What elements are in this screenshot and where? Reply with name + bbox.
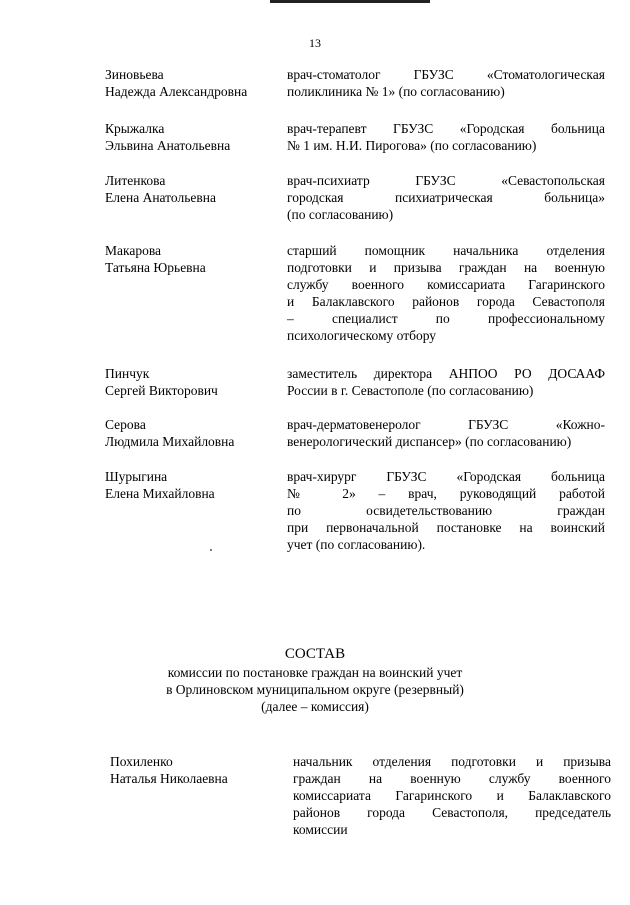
- page-number: 13: [309, 36, 321, 50]
- position-line: комиссариата Гагаринского и Балаклавского: [293, 788, 611, 803]
- member-position: [287, 468, 605, 553]
- member-name: [105, 365, 280, 399]
- member-surname: Шурыгина: [105, 469, 168, 484]
- chair-name: [110, 753, 285, 787]
- position-line: службу военного комиссариата Гагаринского: [287, 277, 605, 292]
- member-given-name: Елена Анатольевна: [105, 190, 216, 205]
- member-position: [287, 365, 605, 399]
- position-line: № 2» – врач, руководящий работой: [287, 486, 605, 501]
- member-given-name: Надежда Александровна: [105, 84, 248, 99]
- position-line: врач-терапевт ГБУЗС «Городская больница: [287, 121, 605, 136]
- position-line: врач-стоматолог ГБУЗС «Стоматологическая: [287, 67, 605, 82]
- member-given-name: Татьяна Юрьевна: [105, 260, 206, 275]
- section-subtitle: [0, 664, 630, 715]
- position-line: врач-дерматовенеролог ГБУЗС «Кожно-: [287, 417, 605, 432]
- position-line: граждан на военную службу военного: [293, 771, 611, 786]
- member-name: [105, 120, 280, 154]
- position-line: венерологический диспансер» (по согласованию): [287, 434, 572, 449]
- member-surname: Зиновьева: [105, 67, 164, 82]
- position-line: (по согласованию): [287, 207, 394, 222]
- position-line: подготовки и призыва граждан на военную: [287, 260, 605, 275]
- member-position: [287, 66, 605, 100]
- member-name: [105, 242, 280, 276]
- section-title: СОСТАВ: [284, 646, 346, 662]
- member-name: [105, 468, 280, 502]
- member-name: [105, 172, 280, 206]
- scan-speck: [210, 549, 212, 551]
- position-line: учет (по согласованию).: [287, 537, 426, 552]
- member-given-name: Людмила Михайловна: [105, 434, 235, 449]
- position-line: при первоначальной постановке на воинский: [287, 520, 605, 535]
- position-line: поликлиника № 1» (по согласованию): [287, 84, 505, 99]
- subtitle-line: в Орлиновском муниципальном округе (резервный): [166, 682, 464, 697]
- position-line: психологическому отбору: [287, 328, 437, 343]
- position-line: комиссии: [293, 822, 348, 837]
- member-surname: Крыжалка: [105, 121, 165, 136]
- position-line: России в г. Севастополе (по согласованию): [287, 383, 534, 398]
- member-surname: Серова: [105, 417, 146, 432]
- member-name: [105, 66, 280, 100]
- position-line: по освидетельствованию граждан: [287, 503, 605, 518]
- position-line: врач-хирург ГБУЗС «Городская больница: [287, 469, 605, 484]
- member-position: [287, 242, 605, 344]
- chair-surname: Похиленко: [110, 754, 173, 769]
- position-line: и Балаклавского районов города Севастополя: [287, 294, 605, 309]
- member-surname: Пинчук: [105, 366, 150, 381]
- position-line: № 1 им. Н.И. Пирогова» (по согласованию): [287, 138, 537, 153]
- position-line: начальник отделения подготовки и призыва: [293, 754, 611, 769]
- member-position: [287, 172, 605, 223]
- position-line: заместитель директора АНПОО РО ДОСААФ: [287, 366, 605, 381]
- position-line: – специалист по профессиональному: [287, 311, 605, 326]
- member-surname: Литенкова: [105, 173, 166, 188]
- member-position: [287, 416, 605, 450]
- subtitle-line: (далее – комиссия): [261, 699, 369, 714]
- position-line: старший помощник начальника отделения: [287, 243, 605, 258]
- subtitle-line: комиссии по постановке граждан на воинский учет: [167, 665, 463, 680]
- chair-given-name: Наталья Николаевна: [110, 771, 228, 786]
- chair-position: [293, 753, 611, 838]
- position-line: районов города Севастополя, председатель: [293, 805, 611, 820]
- member-position: [287, 120, 605, 154]
- member-surname: Макарова: [105, 243, 162, 258]
- member-given-name: Сергей Викторович: [105, 383, 218, 398]
- member-given-name: Эльвина Анатольевна: [105, 138, 231, 153]
- member-name: [105, 416, 280, 450]
- member-given-name: Елена Михайловна: [105, 486, 215, 501]
- position-line: врач-психиатр ГБУЗС «Севастопольская: [287, 173, 605, 188]
- position-line: городская психиатрическая больница»: [287, 190, 605, 205]
- page-top-mark: [270, 0, 430, 3]
